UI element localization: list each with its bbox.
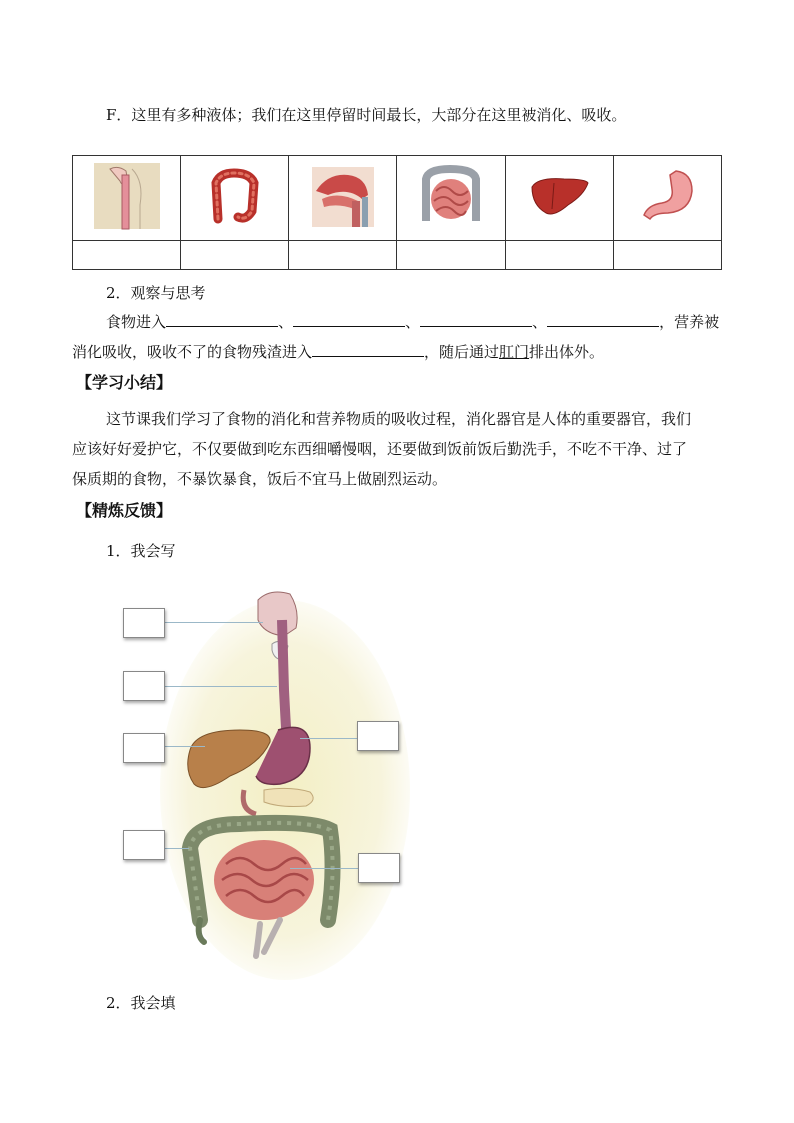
label-box-small-intestine[interactable] [358, 853, 400, 883]
stomach-icon [632, 161, 702, 231]
observe-line-2: 消化吸收，吸收不了的食物残渣进入 ，随后通过肛门排出体外。 [72, 340, 604, 363]
label-box-liver[interactable] [123, 733, 165, 763]
large-intestine-icon [200, 161, 270, 231]
answer-cell-4[interactable] [397, 241, 505, 270]
observe-line-1: 食物进入 、 、 、 ，营养被 [106, 310, 719, 333]
small-intestine-icon [416, 161, 486, 231]
feedback-item-2: 2．我会填 [106, 994, 176, 1012]
blank-2[interactable] [293, 310, 405, 327]
blank-3[interactable] [420, 310, 532, 327]
oral-cavity-icon [308, 161, 378, 231]
leader-line-1 [165, 622, 263, 623]
summary-line-1: 这节课我们学习了食物的消化和营养物质的吸收过程，消化器官是人体的重要器官，我们 [106, 410, 692, 428]
liver-icon [524, 161, 594, 231]
label-box-stomach[interactable] [357, 721, 399, 751]
blank-1[interactable] [166, 310, 278, 327]
answer-cell-3[interactable] [289, 241, 397, 270]
answer-cell-2[interactable] [181, 241, 289, 270]
section2-title: 2．观察与思考 [106, 284, 206, 302]
organ-cell-5 [505, 156, 613, 241]
answer-cell-1[interactable] [73, 241, 181, 270]
digestive-system-diagram [160, 580, 410, 980]
organ-cell-6 [613, 156, 721, 241]
leader-line-4 [165, 848, 189, 849]
summary-heading: 【学习小结】 [76, 373, 173, 392]
anus-word: 肛门 [499, 343, 530, 361]
answer-cell-6[interactable] [613, 241, 721, 270]
feedback-item-1: 1．我会写 [106, 542, 176, 560]
organ-table [72, 155, 722, 270]
organ-cell-3 [289, 156, 397, 241]
blank-5[interactable] [312, 340, 424, 357]
leader-line-6 [290, 868, 358, 869]
summary-line-3: 保质期的食物，不暴饮暴食，饭后不宜马上做剧烈运动。 [72, 470, 448, 488]
label-box-mouth[interactable] [123, 608, 165, 638]
label-box-large-intestine[interactable] [123, 830, 165, 860]
leader-line-5 [300, 738, 357, 739]
esophagus-icon [92, 161, 162, 231]
leader-line-2 [165, 686, 277, 687]
summary-line-2: 应该好好爱护它，不仅要做到吃东西细嚼慢咽，还要做到饭前饭后勤洗手，不吃不干净、过了 [72, 440, 688, 458]
answer-cell-5[interactable] [505, 241, 613, 270]
blank-4[interactable] [547, 310, 659, 327]
leader-line-3 [165, 746, 205, 747]
organ-cell-1 [73, 156, 181, 241]
organ-cell-2 [181, 156, 289, 241]
label-box-esophagus[interactable] [123, 671, 165, 701]
question-f: F．这里有多种液体；我们在这里停留时间最长，大部分在这里被消化、吸收。 [106, 106, 627, 124]
organ-cell-4 [397, 156, 505, 241]
feedback-heading: 【精炼反馈】 [76, 501, 173, 520]
